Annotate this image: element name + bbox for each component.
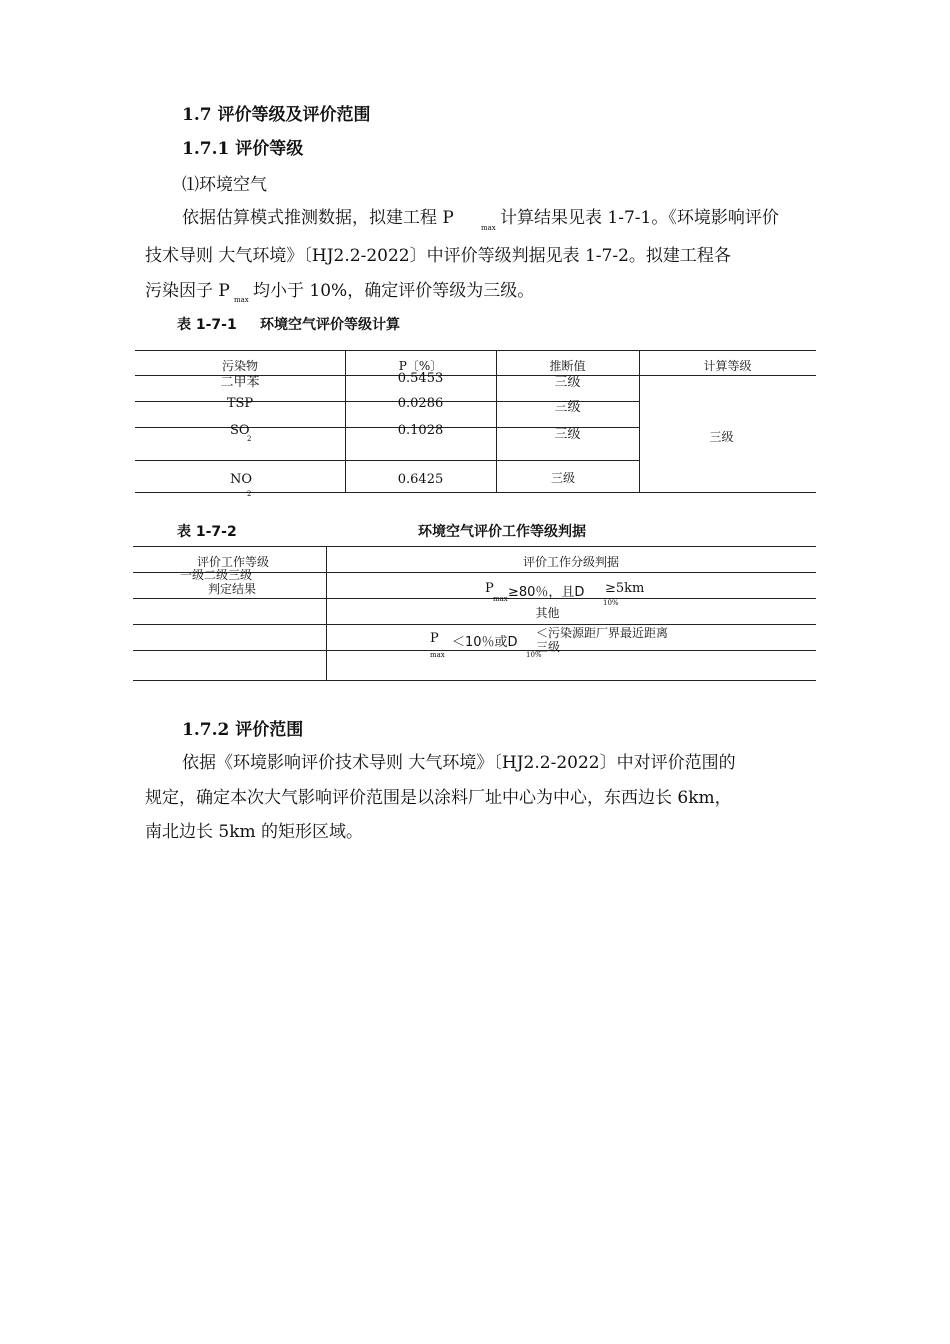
table1-caption-number: 表 1-7-1 bbox=[177, 317, 237, 333]
table2-caption-title: 环境空气评价工作等级判据 bbox=[418, 524, 586, 540]
table2-row1-d-subscript: 10% bbox=[603, 599, 619, 607]
table1-row2-pollutant: TSP bbox=[226, 396, 254, 411]
table2-row3-distance: ＜污染源距厂界最近距离 bbox=[536, 626, 669, 640]
table2-row2-other: 其他 bbox=[535, 606, 560, 620]
table1-row2-p: 0.0286 bbox=[397, 396, 444, 411]
table1-header-estimate: 推断值 bbox=[549, 359, 586, 373]
table1-row4-level: 三级 bbox=[550, 471, 575, 485]
para2-line1: 依据《环境影响评价技术导则 大气环境》〔HJ2.2-2022〕中对评价范围的 bbox=[182, 753, 736, 773]
subsection-title-range: 1.7.2 评价范围 bbox=[182, 720, 304, 740]
para1-line3a: 污染因子 P bbox=[145, 281, 230, 301]
table1-row2-level: 三级 bbox=[554, 400, 581, 415]
table1-row3-p: 0.1028 bbox=[397, 423, 444, 438]
table2-row3-d-subscript: 10% bbox=[526, 651, 542, 659]
para1-line1b: 计算结果见表 1-7-1。《环境影响评价 bbox=[500, 208, 779, 228]
table1-row1-level: 三级 bbox=[554, 375, 581, 390]
para2-line2: 规定，确定本次大气影响评价范围是以涂料厂址中心为中心，东西边长 6km， bbox=[145, 788, 732, 808]
table2-caption-number: 表 1-7-2 bbox=[177, 524, 237, 540]
table1-caption-title: 环境空气评价等级计算 bbox=[260, 317, 400, 333]
table2-header-criteria: 评价工作分级判据 bbox=[522, 555, 619, 569]
table2-row1-p: P bbox=[485, 581, 494, 596]
para1-line3-subscript: max bbox=[234, 296, 249, 304]
para1-line1-subscript: max bbox=[481, 224, 496, 232]
subsection-title-grade: 1.7.1 评价等级 bbox=[182, 139, 304, 159]
table2-header-level: 评价工作等级 bbox=[197, 555, 270, 569]
table2-levels-line: 一级二级三级 bbox=[180, 568, 253, 582]
table1-row1-p: 0.5453 bbox=[397, 371, 444, 386]
table2-row1-distance: ≥5km bbox=[605, 581, 645, 596]
para1-line2: 技术导则 大气环境》〔HJ2.2-2022〕中评价等级判据见表 1-7-2。拟建工程各 bbox=[145, 246, 731, 266]
section-title: 1.7 评价等级及评价范围 bbox=[182, 105, 371, 125]
table1-row4-p: 0.6425 bbox=[397, 472, 444, 487]
table2-result-label: 判定结果 bbox=[208, 582, 257, 596]
table2-row1-condition: ≥80％，且D bbox=[508, 585, 585, 600]
table2-row3-p: P bbox=[430, 631, 439, 646]
para1-line1a: 依据估算模式推测数据，拟建工程 P bbox=[182, 208, 454, 228]
para1-line3b: 均小于 10%，确定评价等级为三级。 bbox=[253, 281, 535, 301]
table1-row4-pollutant: NO bbox=[230, 472, 253, 487]
table1-header-pollutant: 污染物 bbox=[221, 359, 258, 373]
table1-row3-level: 三级 bbox=[554, 427, 581, 442]
table2-row3-p-subscript: max bbox=[430, 651, 445, 659]
para2-line3: 南北边长 5km 的矩形区域。 bbox=[145, 822, 364, 842]
table1-row4-subscript: 2 bbox=[247, 490, 252, 498]
table2-row3-level: 三级 bbox=[536, 640, 561, 654]
table1-row3-subscript: 2 bbox=[247, 435, 252, 443]
table1-header-level: 计算等级 bbox=[703, 359, 752, 373]
table2-row3-condition: ＜10％或D bbox=[452, 635, 518, 650]
table1-row3-pollutant: SO bbox=[230, 423, 250, 438]
item-air-environment: ⑴环境空气 bbox=[182, 175, 267, 195]
table1-merged-level: 三级 bbox=[709, 430, 734, 444]
table2-row1-p-subscript: max bbox=[493, 595, 508, 603]
table1-header-p: P〔%〕 bbox=[398, 359, 443, 373]
table1-row1-pollutant: 二甲苯 bbox=[220, 375, 260, 390]
